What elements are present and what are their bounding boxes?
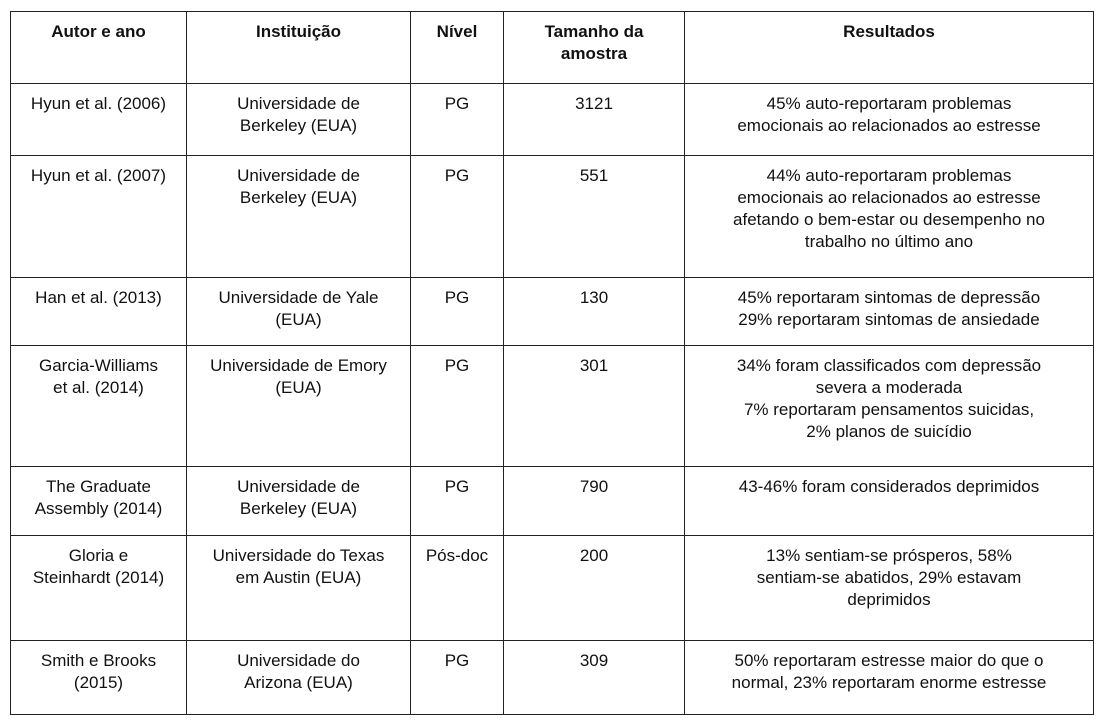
header-row [11,12,1094,84]
level-cell: PG [411,346,504,467]
author-cell: Hyun et al. (2006) [11,84,187,156]
results-cell: 45% reportaram sintomas de depressão 29% reportaram sintomas de ansiedade [685,278,1094,346]
sample-size-cell: 309 [504,641,685,715]
level-cell: Pós-doc [411,536,504,641]
results-cell: 44% auto-reportaram problemas emocionais ao relacionados ao estresse afetando o bem-estar ou desempenho no trabalho no último ano [685,156,1094,278]
author-cell: The Graduate Assembly (2014) [11,467,187,536]
institution-cell: Universidade do Texas em Austin (EUA) [187,536,411,641]
table-row [11,467,1094,536]
table-row [11,346,1094,467]
institution-cell: Universidade de Berkeley (EUA) [187,84,411,156]
level-cell: PG [411,156,504,278]
author-cell: Hyun et al. (2007) [11,156,187,278]
author-cell: Gloria e Steinhardt (2014) [11,536,187,641]
table-row [11,641,1094,715]
results-cell: 13% sentiam-se prósperos, 58% sentiam-se abatidos, 29% estavam deprimidos [685,536,1094,641]
header-institution: Instituição [187,12,411,84]
table-row [11,84,1094,156]
results-cell: 34% foram classificados com depressão severa a moderada 7% reportaram pensamentos suicidas, 2% planos de suicídio [685,346,1094,467]
header-level: Nível [411,12,504,84]
level-cell: PG [411,467,504,536]
institution-cell: Universidade de Berkeley (EUA) [187,156,411,278]
level-cell: PG [411,84,504,156]
sample-size-cell: 3121 [504,84,685,156]
results-cell: 50% reportaram estresse maior do que o normal, 23% reportaram enorme estresse [685,641,1094,715]
author-cell: Garcia-Williams et al. (2014) [11,346,187,467]
table-row [11,156,1094,278]
results-cell: 45% auto-reportaram problemas emocionais ao relacionados ao estresse [685,84,1094,156]
level-cell: PG [411,641,504,715]
table-row [11,278,1094,346]
institution-cell: Universidade de Emory (EUA) [187,346,411,467]
header-author: Autor e ano [11,12,187,84]
sample-size-cell: 790 [504,467,685,536]
studies-table [10,11,1094,715]
header-sample-size: Tamanho da amostra [504,12,685,84]
table-row [11,536,1094,641]
header-results: Resultados [685,12,1094,84]
institution-cell: Universidade do Arizona (EUA) [187,641,411,715]
author-cell: Han et al. (2013) [11,278,187,346]
sample-size-cell: 130 [504,278,685,346]
level-cell: PG [411,278,504,346]
results-cell: 43-46% foram considerados deprimidos [685,467,1094,536]
sample-size-cell: 200 [504,536,685,641]
institution-cell: Universidade de Berkeley (EUA) [187,467,411,536]
sample-size-cell: 301 [504,346,685,467]
institution-cell: Universidade de Yale (EUA) [187,278,411,346]
sample-size-cell: 551 [504,156,685,278]
author-cell: Smith e Brooks (2015) [11,641,187,715]
